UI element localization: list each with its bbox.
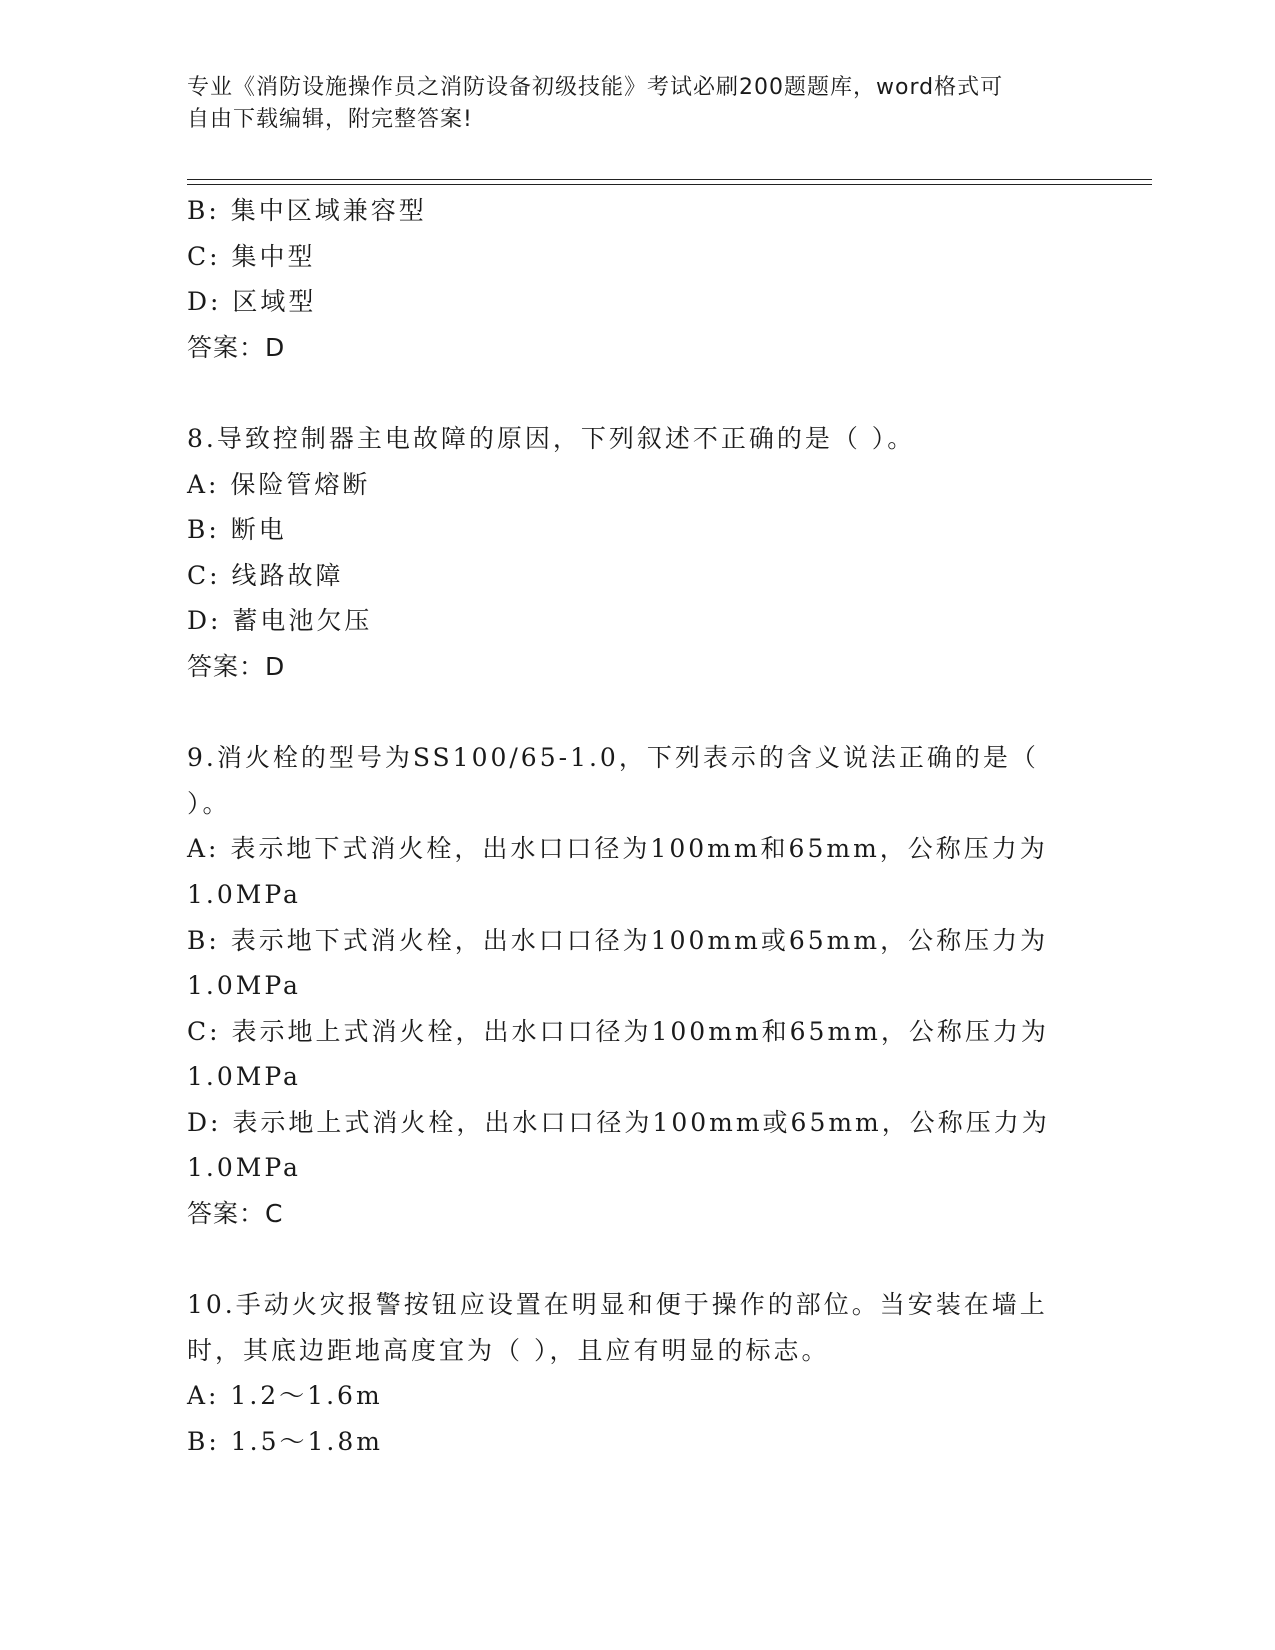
question-stem-line-1: 10.手动火灾报警按钮应设置在明显和便于操作的部位。当安装在墙上 [187,1290,1048,1320]
header-title-line-1: 专业《消防设施操作员之消防设备初级技能》考试必刷200题题库，word格式可 [187,75,1004,100]
answer: 答案：C [187,1199,284,1229]
option-a: A: 保险管熔断 [187,469,371,499]
answer: 答案：D [187,651,286,681]
question-10 [187,1282,1087,1464]
document-body [187,188,1087,1465]
question-stem-line-2: ）。 [187,788,231,818]
option-d: D: 蓄电池欠压 [187,606,373,636]
option-d-line-1: D: 表示地上式消火栓，出水口口径为100mm或65mm，公称压力为 [187,1107,1050,1137]
option-a-line-1: A: 表示地下式消火栓，出水口口径为100mm和65mm，公称压力为 [187,834,1048,864]
option-c-line-2: 1.0MPa [187,1062,301,1092]
option-d: D: 区域型 [187,287,317,317]
answer: 答案：D [187,332,286,362]
option-b: B: 集中区域兼容型 [187,196,427,225]
header-divider-bottom [187,184,1152,185]
document-header [187,72,1067,136]
option-d-line-2: 1.0MPa [187,1153,301,1183]
header-title-line-2: 自由下载编辑，附完整答案! [187,107,473,132]
question-9 [187,735,1087,1237]
option-a-line-2: 1.0MPa [187,879,301,909]
option-b-line-2: 1.0MPa [187,971,301,1001]
option-b: B: 1.5～1.8m [187,1427,383,1457]
option-b-line-1: B: 表示地下式消火栓，出水口口径为100mm或65mm，公称压力为 [187,925,1049,955]
question-7 [187,188,1087,370]
option-c: C: 线路故障 [187,560,344,590]
option-a: A: 1.2～1.6m [187,1381,383,1411]
question-stem-line-1: 9.消火栓的型号为SS100/65-1.0，下列表示的含义说法正确的是（ [187,743,1039,773]
option-c: C: 集中型 [187,241,316,271]
question-stem: 8.导致控制器主电故障的原因，下列叙述不正确的是（ ）。 [187,423,916,453]
option-b: B: 断电 [187,515,287,545]
question-8 [187,416,1087,690]
header-divider-top [187,179,1152,180]
option-c-line-1: C: 表示地上式消火栓，出水口口径为100mm和65mm，公称压力为 [187,1016,1049,1046]
question-stem-line-2: 时，其底边距地高度宜为（ ），且应有明显的标志。 [187,1335,830,1365]
